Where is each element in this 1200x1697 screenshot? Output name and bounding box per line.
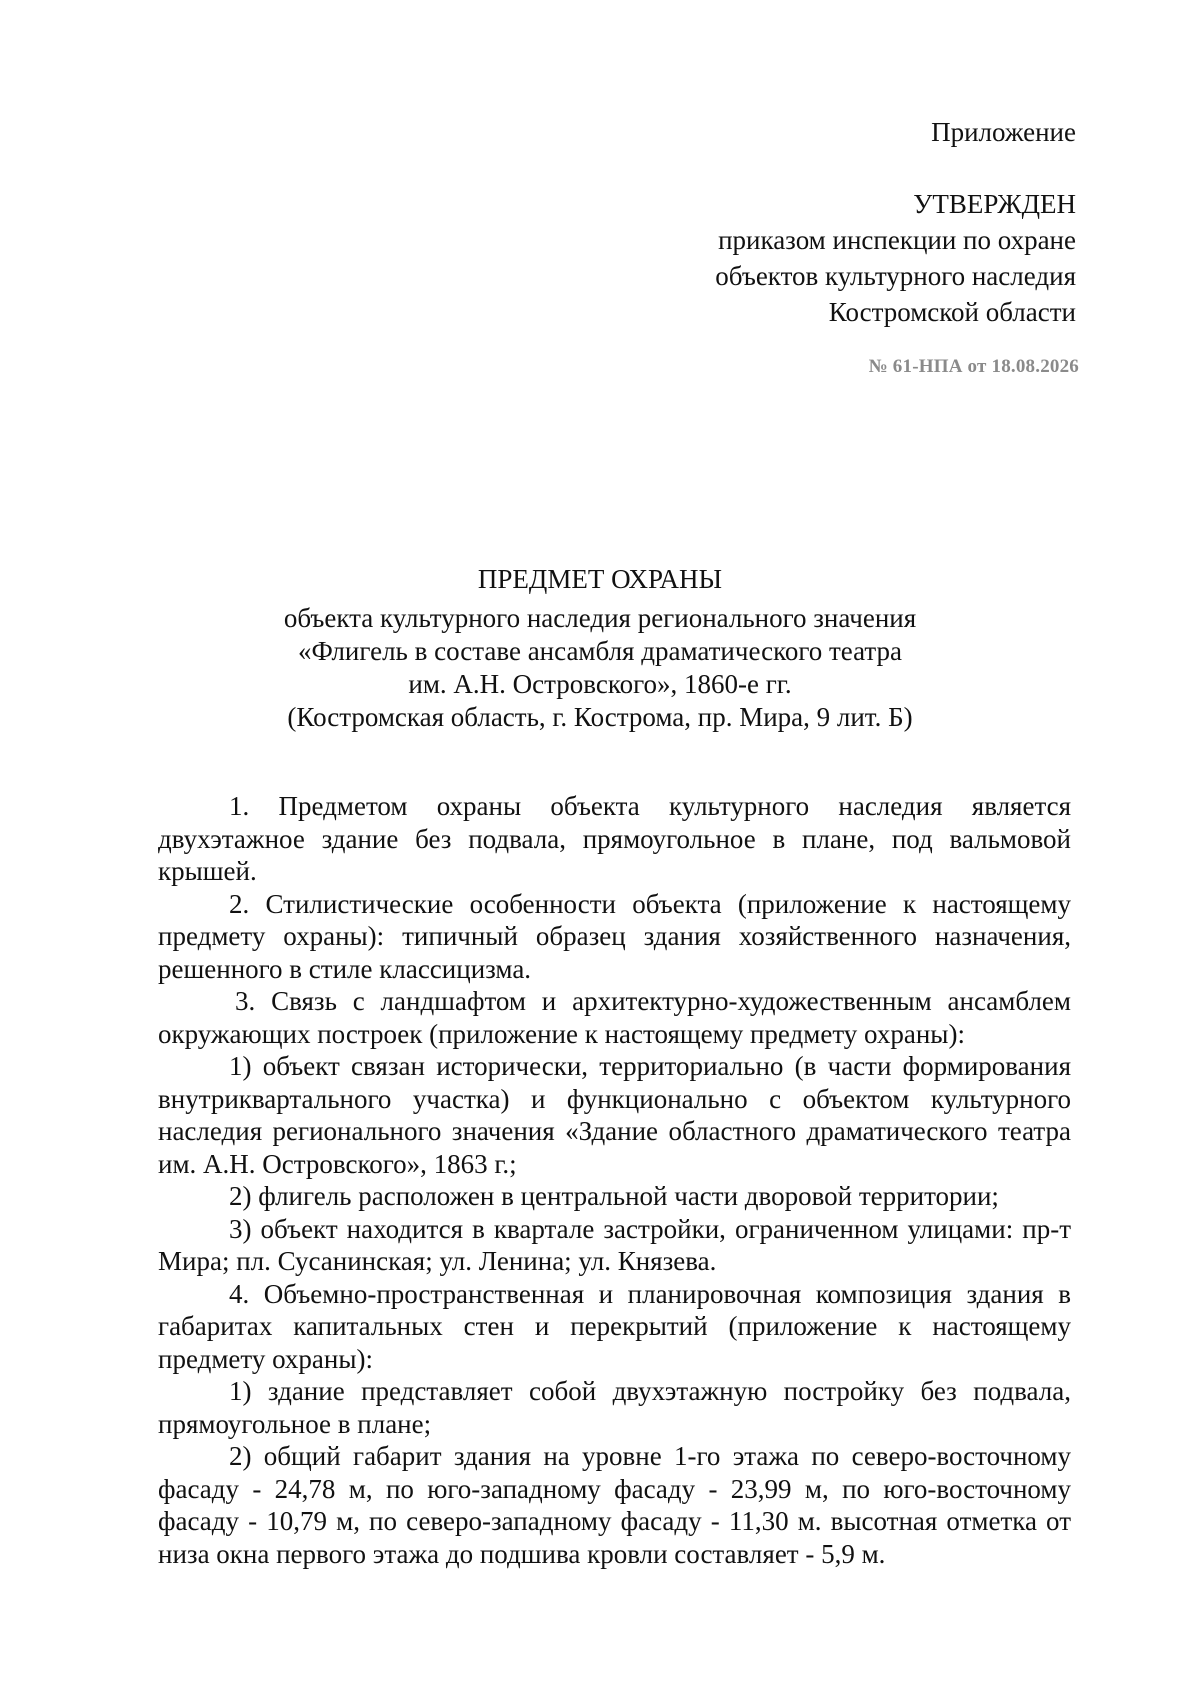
title-heading: ПРЕДМЕТ ОХРАНЫ <box>477 564 723 594</box>
document-title <box>0 563 1200 734</box>
approval-line: УТВЕРЖДЕН <box>913 189 1076 219</box>
title-line: им. А.Н. Островского», 1860-е гг. <box>408 669 792 699</box>
approval-line: приказом инспекции по охране <box>718 225 1076 255</box>
document-body <box>158 790 1071 1570</box>
body-paragraph: 3. Связь с ландшафтом и архитектурно-художественным ансамблем окружающих построек (приложение к настоящему предмету охраны): <box>158 986 1071 1049</box>
title-line: объекта культурного наследия регионального значения <box>283 603 917 633</box>
registration-number: № 61-НПА от 18.08.2026 <box>868 356 1079 377</box>
body-paragraph: 2) общий габарит здания на уровне 1-го этажа по северо-восточному фасаду - 24,78 м, по юго-западному фасаду - 23,99 м, по юго-восточному фасаду - 10,79 м, по северо-западному фасаду - 11,30 м. высотная отметка от низа окна первого этажа до подшива кровли составляет - 5,9 м. <box>158 1441 1071 1569</box>
title-line: «Флигель в составе ансамбля драматического театра <box>297 636 903 666</box>
body-paragraph: 1) объект связан исторически, территориально (в части формирования внутриквартального участка) и функционально с объектом культурного наследия регионального значения «Здание областного драматического театра им. А.Н. Островского», 1863 г.; <box>158 1051 1071 1179</box>
approval-line: Костромской области <box>828 297 1076 327</box>
appendix-label <box>931 114 1076 150</box>
body-paragraph: 2. Стилистические особенности объекта (приложение к настоящему предмету охраны): типичный образец здания хозяйственного назначения, решенного в стиле классицизма. <box>158 888 1071 984</box>
body-paragraph: 4. Объемно-пространственная и планировочная композиция здания в габаритах капитальных стен и перекрытий (приложение к настоящему предмету охраны): <box>158 1278 1071 1374</box>
appendix-text: Приложение <box>931 117 1076 147</box>
body-paragraph: 3) объект находится в квартале застройки, ограниченном улицами: пр-т Мира; пл. Сусанинская; ул. Ленина; ул. Князева. <box>158 1213 1071 1276</box>
approval-line: объектов культурного наследия <box>715 261 1076 291</box>
title-line: (Костромская область, г. Кострома, пр. Мира, 9 лит. Б) <box>287 702 913 732</box>
approval-block <box>715 186 1076 330</box>
body-paragraph: 2) флигель расположен в центральной части дворовой территории; <box>229 1181 999 1211</box>
body-paragraph: 1) здание представляет собой двухэтажную постройку без подвала, прямоугольное в плане; <box>158 1376 1071 1439</box>
body-paragraph: 1. Предметом охраны объекта культурного наследия является двухэтажное здание без подвала, прямоугольное в плане, под вальмовой крышей. <box>158 791 1071 886</box>
